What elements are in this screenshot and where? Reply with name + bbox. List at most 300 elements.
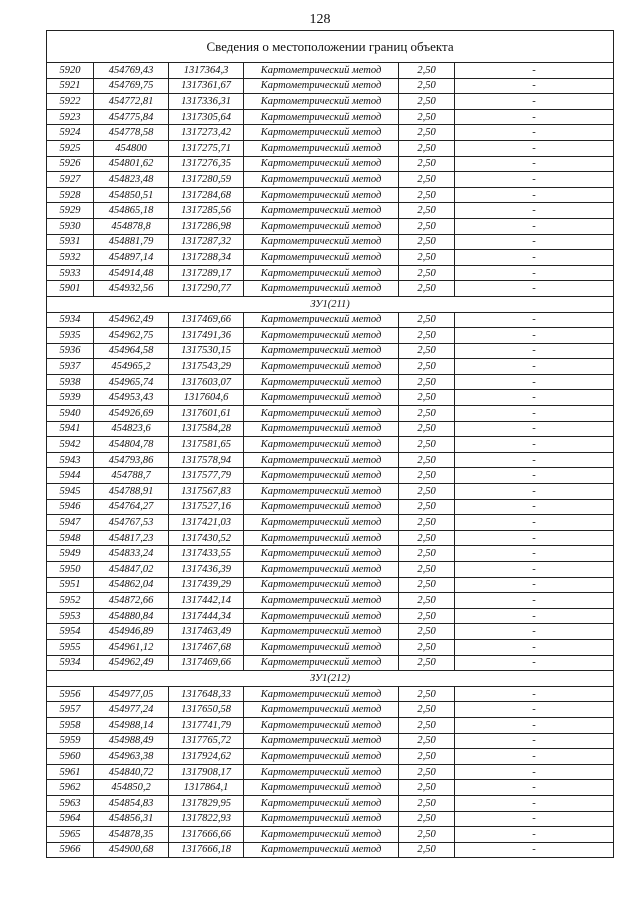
x-coordinate-cell: 454772,81 — [94, 94, 169, 110]
y-coordinate-cell: 1317288,34 — [169, 250, 244, 266]
note-cell: - — [455, 359, 614, 375]
table-row — [47, 218, 614, 234]
y-coordinate-cell: 1317527,16 — [169, 499, 244, 515]
method-cell: Картометрический метод — [244, 608, 399, 624]
table-row — [47, 764, 614, 780]
note-cell: - — [455, 749, 614, 765]
x-coordinate-cell: 454778,58 — [94, 125, 169, 141]
accuracy-cell: 2,50 — [399, 795, 455, 811]
note-cell: - — [455, 250, 614, 266]
accuracy-cell: 2,50 — [399, 484, 455, 500]
y-coordinate-cell: 1317421,03 — [169, 515, 244, 531]
point-number-cell: 5935 — [47, 328, 94, 344]
y-coordinate-cell: 1317581,65 — [169, 437, 244, 453]
y-coordinate-cell: 1317305,64 — [169, 109, 244, 125]
point-number-cell: 5952 — [47, 593, 94, 609]
x-coordinate-cell: 454800 — [94, 140, 169, 156]
accuracy-cell: 2,50 — [399, 780, 455, 796]
method-cell: Картометрический метод — [244, 156, 399, 172]
section-label: ЗУ1(212) — [47, 671, 614, 687]
y-coordinate-cell: 1317829,95 — [169, 795, 244, 811]
point-number-cell: 5936 — [47, 343, 94, 359]
x-coordinate-cell: 454963,38 — [94, 749, 169, 765]
y-coordinate-cell: 1317336,31 — [169, 94, 244, 110]
accuracy-cell: 2,50 — [399, 281, 455, 297]
note-cell: - — [455, 764, 614, 780]
x-coordinate-cell: 454865,18 — [94, 203, 169, 219]
y-coordinate-cell: 1317444,34 — [169, 608, 244, 624]
y-coordinate-cell: 1317286,98 — [169, 218, 244, 234]
table-row — [47, 686, 614, 702]
note-cell: - — [455, 203, 614, 219]
y-coordinate-cell: 1317543,29 — [169, 359, 244, 375]
x-coordinate-cell: 454977,05 — [94, 686, 169, 702]
accuracy-cell: 2,50 — [399, 842, 455, 858]
table-row — [47, 187, 614, 203]
method-cell: Картометрический метод — [244, 187, 399, 203]
y-coordinate-cell: 1317433,55 — [169, 546, 244, 562]
method-cell: Картометрический метод — [244, 624, 399, 640]
accuracy-cell: 2,50 — [399, 234, 455, 250]
table-row — [47, 343, 614, 359]
note-cell: - — [455, 515, 614, 531]
table-row — [47, 827, 614, 843]
note-cell: - — [455, 312, 614, 328]
table-row — [47, 795, 614, 811]
method-cell: Картометрический метод — [244, 63, 399, 79]
method-cell: Картометрический метод — [244, 359, 399, 375]
note-cell: - — [455, 343, 614, 359]
y-coordinate-cell: 1317578,94 — [169, 452, 244, 468]
point-number-cell: 5928 — [47, 187, 94, 203]
y-coordinate-cell: 1317280,59 — [169, 172, 244, 188]
y-coordinate-cell: 1317273,42 — [169, 125, 244, 141]
accuracy-cell: 2,50 — [399, 811, 455, 827]
point-number-cell: 5948 — [47, 530, 94, 546]
boundary-coordinates-table — [46, 30, 614, 858]
x-coordinate-cell: 454854,83 — [94, 795, 169, 811]
method-cell: Картометрический метод — [244, 437, 399, 453]
table-row — [47, 63, 614, 79]
accuracy-cell: 2,50 — [399, 265, 455, 281]
table-row — [47, 733, 614, 749]
accuracy-cell: 2,50 — [399, 749, 455, 765]
accuracy-cell: 2,50 — [399, 328, 455, 344]
y-coordinate-cell: 1317467,68 — [169, 639, 244, 655]
method-cell: Картометрический метод — [244, 530, 399, 546]
table-row — [47, 530, 614, 546]
method-cell: Картометрический метод — [244, 827, 399, 843]
accuracy-cell: 2,50 — [399, 343, 455, 359]
accuracy-cell: 2,50 — [399, 499, 455, 515]
point-number-cell: 5934 — [47, 655, 94, 671]
table-row — [47, 203, 614, 219]
accuracy-cell: 2,50 — [399, 452, 455, 468]
accuracy-cell: 2,50 — [399, 94, 455, 110]
table-row — [47, 172, 614, 188]
table-row — [47, 608, 614, 624]
point-number-cell: 5934 — [47, 312, 94, 328]
x-coordinate-cell: 454881,79 — [94, 234, 169, 250]
x-coordinate-cell: 454862,04 — [94, 577, 169, 593]
y-coordinate-cell: 1317285,56 — [169, 203, 244, 219]
note-cell: - — [455, 468, 614, 484]
table-row — [47, 811, 614, 827]
note-cell: - — [455, 406, 614, 422]
point-number-cell: 5941 — [47, 421, 94, 437]
y-coordinate-cell: 1317439,29 — [169, 577, 244, 593]
note-cell: - — [455, 452, 614, 468]
method-cell: Картометрический метод — [244, 515, 399, 531]
point-number-cell: 5956 — [47, 686, 94, 702]
x-coordinate-cell: 454817,23 — [94, 530, 169, 546]
x-coordinate-cell: 454962,49 — [94, 655, 169, 671]
x-coordinate-cell: 454801,62 — [94, 156, 169, 172]
table-row — [47, 328, 614, 344]
table-row — [47, 234, 614, 250]
section-header-row — [47, 296, 614, 312]
point-number-cell: 5963 — [47, 795, 94, 811]
note-cell: - — [455, 702, 614, 718]
table-row — [47, 624, 614, 640]
method-cell: Картометрический метод — [244, 593, 399, 609]
y-coordinate-cell: 1317287,32 — [169, 234, 244, 250]
point-number-cell: 5926 — [47, 156, 94, 172]
y-coordinate-cell: 1317469,66 — [169, 312, 244, 328]
method-cell: Картометрический метод — [244, 218, 399, 234]
x-coordinate-cell: 454946,89 — [94, 624, 169, 640]
method-cell: Картометрический метод — [244, 374, 399, 390]
point-number-cell: 5958 — [47, 717, 94, 733]
accuracy-cell: 2,50 — [399, 624, 455, 640]
y-coordinate-cell: 1317765,72 — [169, 733, 244, 749]
y-coordinate-cell: 1317290,77 — [169, 281, 244, 297]
note-cell: - — [455, 390, 614, 406]
y-coordinate-cell: 1317666,18 — [169, 842, 244, 858]
table-row — [47, 94, 614, 110]
x-coordinate-cell: 454900,68 — [94, 842, 169, 858]
x-coordinate-cell: 454964,58 — [94, 343, 169, 359]
y-coordinate-cell: 1317741,79 — [169, 717, 244, 733]
x-coordinate-cell: 454965,74 — [94, 374, 169, 390]
method-cell: Картометрический метод — [244, 328, 399, 344]
note-cell: - — [455, 780, 614, 796]
method-cell: Картометрический метод — [244, 452, 399, 468]
accuracy-cell: 2,50 — [399, 577, 455, 593]
method-cell: Картометрический метод — [244, 484, 399, 500]
y-coordinate-cell: 1317430,52 — [169, 530, 244, 546]
method-cell: Картометрический метод — [244, 125, 399, 141]
x-coordinate-cell: 454988,49 — [94, 733, 169, 749]
x-coordinate-cell: 454847,02 — [94, 562, 169, 578]
note-cell: - — [455, 717, 614, 733]
note-cell: - — [455, 281, 614, 297]
x-coordinate-cell: 454965,2 — [94, 359, 169, 375]
point-number-cell: 5960 — [47, 749, 94, 765]
y-coordinate-cell: 1317284,68 — [169, 187, 244, 203]
note-cell: - — [455, 499, 614, 515]
point-number-cell: 5923 — [47, 109, 94, 125]
note-cell: - — [455, 156, 614, 172]
table-row — [47, 156, 614, 172]
method-cell: Картометрический метод — [244, 78, 399, 94]
y-coordinate-cell: 1317650,58 — [169, 702, 244, 718]
table-row — [47, 639, 614, 655]
y-coordinate-cell: 1317603,07 — [169, 374, 244, 390]
y-coordinate-cell: 1317864,1 — [169, 780, 244, 796]
table-row — [47, 265, 614, 281]
note-cell: - — [455, 94, 614, 110]
table-title-row — [47, 31, 614, 63]
accuracy-cell: 2,50 — [399, 702, 455, 718]
table-row — [47, 312, 614, 328]
point-number-cell: 5921 — [47, 78, 94, 94]
x-coordinate-cell: 454850,51 — [94, 187, 169, 203]
y-coordinate-cell: 1317491,36 — [169, 328, 244, 344]
table-row — [47, 109, 614, 125]
note-cell: - — [455, 109, 614, 125]
point-number-cell: 5929 — [47, 203, 94, 219]
method-cell: Картометрический метод — [244, 639, 399, 655]
x-coordinate-cell: 454878,8 — [94, 218, 169, 234]
note-cell: - — [455, 78, 614, 94]
y-coordinate-cell: 1317275,71 — [169, 140, 244, 156]
table-row — [47, 546, 614, 562]
point-number-cell: 5927 — [47, 172, 94, 188]
note-cell: - — [455, 437, 614, 453]
method-cell: Картометрический метод — [244, 468, 399, 484]
method-cell: Картометрический метод — [244, 655, 399, 671]
table-row — [47, 359, 614, 375]
accuracy-cell: 2,50 — [399, 655, 455, 671]
accuracy-cell: 2,50 — [399, 827, 455, 843]
method-cell: Картометрический метод — [244, 250, 399, 266]
method-cell: Картометрический метод — [244, 203, 399, 219]
note-cell: - — [455, 577, 614, 593]
x-coordinate-cell: 454953,43 — [94, 390, 169, 406]
method-cell: Картометрический метод — [244, 390, 399, 406]
y-coordinate-cell: 1317604,6 — [169, 390, 244, 406]
method-cell: Картометрический метод — [244, 577, 399, 593]
y-coordinate-cell: 1317567,83 — [169, 484, 244, 500]
note-cell: - — [455, 593, 614, 609]
x-coordinate-cell: 454769,43 — [94, 63, 169, 79]
note-cell: - — [455, 421, 614, 437]
x-coordinate-cell: 454840,72 — [94, 764, 169, 780]
accuracy-cell: 2,50 — [399, 203, 455, 219]
note-cell: - — [455, 811, 614, 827]
x-coordinate-cell: 454977,24 — [94, 702, 169, 718]
x-coordinate-cell: 454775,84 — [94, 109, 169, 125]
table-row — [47, 468, 614, 484]
y-coordinate-cell: 1317364,3 — [169, 63, 244, 79]
x-coordinate-cell: 454988,14 — [94, 717, 169, 733]
x-coordinate-cell: 454961,12 — [94, 639, 169, 655]
method-cell: Картометрический метод — [244, 172, 399, 188]
accuracy-cell: 2,50 — [399, 140, 455, 156]
x-coordinate-cell: 454897,14 — [94, 250, 169, 266]
table-row — [47, 281, 614, 297]
point-number-cell: 5944 — [47, 468, 94, 484]
y-coordinate-cell: 1317436,39 — [169, 562, 244, 578]
point-number-cell: 5933 — [47, 265, 94, 281]
point-number-cell: 5957 — [47, 702, 94, 718]
accuracy-cell: 2,50 — [399, 468, 455, 484]
point-number-cell: 5931 — [47, 234, 94, 250]
table-row — [47, 437, 614, 453]
method-cell: Картометрический метод — [244, 109, 399, 125]
y-coordinate-cell: 1317601,61 — [169, 406, 244, 422]
accuracy-cell: 2,50 — [399, 562, 455, 578]
table-row — [47, 562, 614, 578]
accuracy-cell: 2,50 — [399, 218, 455, 234]
table-row — [47, 780, 614, 796]
accuracy-cell: 2,50 — [399, 109, 455, 125]
point-number-cell: 5943 — [47, 452, 94, 468]
method-cell: Картометрический метод — [244, 312, 399, 328]
method-cell: Картометрический метод — [244, 234, 399, 250]
note-cell: - — [455, 140, 614, 156]
method-cell: Картометрический метод — [244, 94, 399, 110]
x-coordinate-cell: 454804,78 — [94, 437, 169, 453]
table-row — [47, 390, 614, 406]
x-coordinate-cell: 454962,49 — [94, 312, 169, 328]
method-cell: Картометрический метод — [244, 281, 399, 297]
table-row — [47, 78, 614, 94]
accuracy-cell: 2,50 — [399, 437, 455, 453]
x-coordinate-cell: 454932,56 — [94, 281, 169, 297]
method-cell: Картометрический метод — [244, 811, 399, 827]
y-coordinate-cell: 1317469,66 — [169, 655, 244, 671]
accuracy-cell: 2,50 — [399, 250, 455, 266]
accuracy-cell: 2,50 — [399, 187, 455, 203]
note-cell: - — [455, 733, 614, 749]
table-title: Сведения о местоположении границ объекта — [47, 31, 614, 63]
point-number-cell: 5901 — [47, 281, 94, 297]
method-cell: Картометрический метод — [244, 140, 399, 156]
x-coordinate-cell: 454823,48 — [94, 172, 169, 188]
table-row — [47, 374, 614, 390]
x-coordinate-cell: 454793,86 — [94, 452, 169, 468]
accuracy-cell: 2,50 — [399, 406, 455, 422]
point-number-cell: 5937 — [47, 359, 94, 375]
accuracy-cell: 2,50 — [399, 156, 455, 172]
point-number-cell: 5922 — [47, 94, 94, 110]
x-coordinate-cell: 454856,31 — [94, 811, 169, 827]
accuracy-cell: 2,50 — [399, 608, 455, 624]
method-cell: Картометрический метод — [244, 749, 399, 765]
y-coordinate-cell: 1317822,93 — [169, 811, 244, 827]
accuracy-cell: 2,50 — [399, 374, 455, 390]
y-coordinate-cell: 1317584,28 — [169, 421, 244, 437]
y-coordinate-cell: 1317442,14 — [169, 593, 244, 609]
method-cell: Картометрический метод — [244, 343, 399, 359]
point-number-cell: 5947 — [47, 515, 94, 531]
note-cell: - — [455, 218, 614, 234]
accuracy-cell: 2,50 — [399, 717, 455, 733]
accuracy-cell: 2,50 — [399, 312, 455, 328]
note-cell: - — [455, 187, 614, 203]
y-coordinate-cell: 1317361,67 — [169, 78, 244, 94]
x-coordinate-cell: 454878,35 — [94, 827, 169, 843]
table-row — [47, 577, 614, 593]
method-cell: Картометрический метод — [244, 764, 399, 780]
y-coordinate-cell: 1317276,35 — [169, 156, 244, 172]
note-cell: - — [455, 624, 614, 640]
table-row — [47, 125, 614, 141]
point-number-cell: 5954 — [47, 624, 94, 640]
note-cell: - — [455, 655, 614, 671]
point-number-cell: 5945 — [47, 484, 94, 500]
point-number-cell: 5959 — [47, 733, 94, 749]
note-cell: - — [455, 686, 614, 702]
note-cell: - — [455, 608, 614, 624]
note-cell: - — [455, 795, 614, 811]
section-header-row — [47, 671, 614, 687]
point-number-cell: 5938 — [47, 374, 94, 390]
note-cell: - — [455, 265, 614, 281]
point-number-cell: 5925 — [47, 140, 94, 156]
note-cell: - — [455, 125, 614, 141]
point-number-cell: 5942 — [47, 437, 94, 453]
point-number-cell: 5961 — [47, 764, 94, 780]
x-coordinate-cell: 454769,75 — [94, 78, 169, 94]
note-cell: - — [455, 827, 614, 843]
page-number: 128 — [309, 12, 331, 27]
accuracy-cell: 2,50 — [399, 733, 455, 749]
accuracy-cell: 2,50 — [399, 421, 455, 437]
note-cell: - — [455, 842, 614, 858]
y-coordinate-cell: 1317908,17 — [169, 764, 244, 780]
method-cell: Картометрический метод — [244, 717, 399, 733]
y-coordinate-cell: 1317463,49 — [169, 624, 244, 640]
accuracy-cell: 2,50 — [399, 172, 455, 188]
point-number-cell: 5932 — [47, 250, 94, 266]
method-cell: Картометрический метод — [244, 702, 399, 718]
method-cell: Картометрический метод — [244, 421, 399, 437]
note-cell: - — [455, 639, 614, 655]
table-row — [47, 250, 614, 266]
accuracy-cell: 2,50 — [399, 515, 455, 531]
note-cell: - — [455, 374, 614, 390]
point-number-cell: 5939 — [47, 390, 94, 406]
y-coordinate-cell: 1317924,62 — [169, 749, 244, 765]
method-cell: Картометрический метод — [244, 686, 399, 702]
x-coordinate-cell: 454788,7 — [94, 468, 169, 484]
point-number-cell: 5951 — [47, 577, 94, 593]
method-cell: Картометрический метод — [244, 795, 399, 811]
x-coordinate-cell: 454833,24 — [94, 546, 169, 562]
y-coordinate-cell: 1317648,33 — [169, 686, 244, 702]
point-number-cell: 5924 — [47, 125, 94, 141]
point-number-cell: 5964 — [47, 811, 94, 827]
x-coordinate-cell: 454764,27 — [94, 499, 169, 515]
table-row — [47, 406, 614, 422]
point-number-cell: 5955 — [47, 639, 94, 655]
point-number-cell: 5920 — [47, 63, 94, 79]
accuracy-cell: 2,50 — [399, 390, 455, 406]
table-row — [47, 702, 614, 718]
point-number-cell: 5940 — [47, 406, 94, 422]
accuracy-cell: 2,50 — [399, 359, 455, 375]
accuracy-cell: 2,50 — [399, 78, 455, 94]
y-coordinate-cell: 1317530,15 — [169, 343, 244, 359]
method-cell: Картометрический метод — [244, 733, 399, 749]
x-coordinate-cell: 454823,6 — [94, 421, 169, 437]
x-coordinate-cell: 454788,91 — [94, 484, 169, 500]
method-cell: Картометрический метод — [244, 562, 399, 578]
table-row — [47, 593, 614, 609]
